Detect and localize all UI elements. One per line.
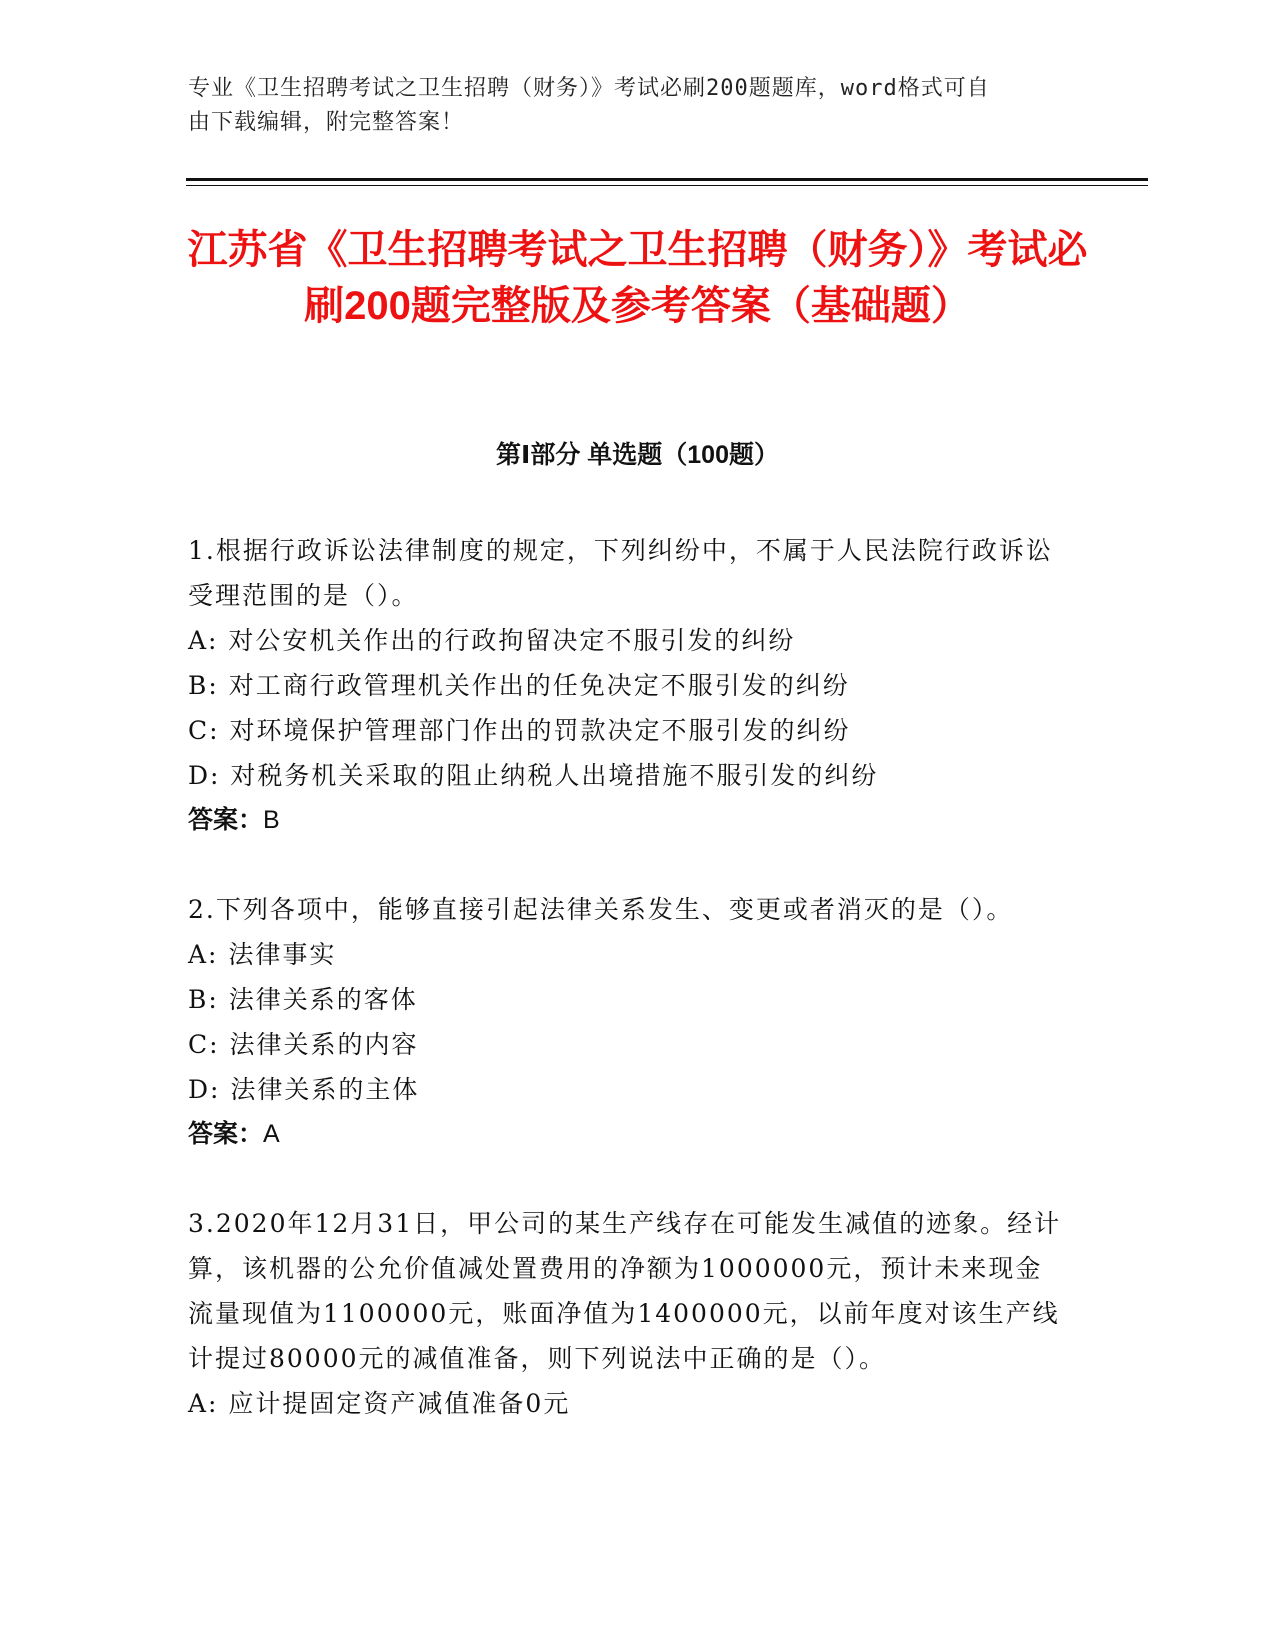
question-1 — [188, 528, 1068, 843]
option-d: D: 法律关系的主体 — [188, 1075, 420, 1104]
question-stem: 3.2020年12月31日，甲公司的某生产线存在可能发生减值的迹象。经计算，该机器的公允价值减处置费用的净额为1000000元，预计未来现金流量现值为1100000元，账面净值为1400000元，以前年度对该生产线计提过80000元的减值准备，则下列说法中正确的是（）。 — [188, 1209, 1062, 1373]
question-3 — [188, 1201, 1068, 1426]
answer-value: A — [263, 1120, 280, 1148]
header-divider-thin — [186, 185, 1148, 186]
option-c: C: 法律关系的内容 — [188, 1030, 419, 1059]
answer-line — [188, 798, 1068, 843]
option-c: C: 对环境保护管理部门作出的罚款决定不服引发的纠纷 — [188, 716, 851, 745]
document-title: 江苏省《卫生招聘考试之卫生招聘（财务）》考试必刷200题完整版及参考答案（基础题） — [187, 228, 1088, 328]
option-a: A: 法律事实 — [188, 940, 337, 969]
section-title: 第Ⅰ部分 单选题（100题） — [496, 441, 779, 469]
intro-line-2: 由下载编辑，附完整答案！ — [188, 110, 465, 135]
answer-value: B — [263, 806, 280, 834]
answer-label: 答案： — [188, 806, 264, 834]
question-stem: 2.下列各项中，能够直接引起法律关系发生、变更或者消灭的是（）。 — [188, 895, 1014, 924]
question-list — [188, 528, 1068, 1470]
intro-text — [188, 72, 1088, 140]
intro-line-1: 专业《卫生招聘考试之卫生招聘（财务）》考试必刷200题题库，word格式可自 — [188, 76, 990, 101]
option-d: D: 对税务机关采取的阻止纳税人出境措施不服引发的纠纷 — [188, 761, 879, 790]
option-a: A: 对公安机关作出的行政拘留决定不服引发的纠纷 — [188, 626, 796, 655]
option-a: A: 应计提固定资产减值准备0元 — [188, 1389, 571, 1418]
option-b: B: 法律关系的客体 — [188, 985, 418, 1014]
header-divider-thick — [186, 178, 1148, 181]
answer-line — [188, 1112, 1068, 1157]
question-2 — [188, 887, 1068, 1157]
option-b: B: 对工商行政管理机关作出的任免决定不服引发的纠纷 — [188, 671, 850, 700]
question-stem: 1.根据行政诉讼法律制度的规定，下列纠纷中，不属于人民法院行政诉讼受理范围的是（）。 — [188, 536, 1053, 610]
answer-label: 答案： — [188, 1120, 264, 1148]
